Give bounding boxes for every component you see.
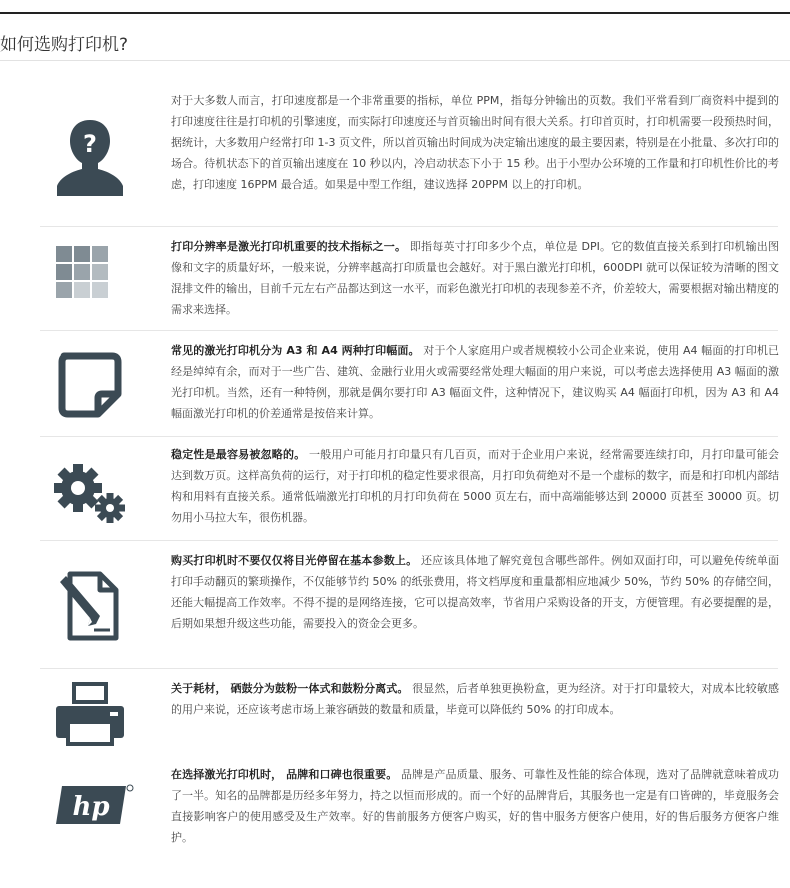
page-title: 如何选购打印机? bbox=[0, 35, 129, 55]
section-divider bbox=[40, 330, 778, 331]
section-heading: 关于耗材， 硒鼓分为鼓粉一体式和鼓粉分离式。 bbox=[171, 682, 409, 695]
section-paper-size bbox=[40, 330, 778, 436]
gears-icon bbox=[48, 450, 132, 534]
top-rule bbox=[0, 12, 790, 14]
section-heading: 在选择激光打印机时， 品牌和口碑也很重要。 bbox=[171, 768, 398, 781]
section-text bbox=[171, 236, 779, 320]
section-heading: 打印分辨率是激光打印机重要的技术指标之一。 bbox=[171, 240, 407, 253]
printer-icon bbox=[48, 672, 132, 756]
section-divider bbox=[40, 226, 778, 227]
title-divider bbox=[0, 60, 790, 61]
paper-size-icon bbox=[48, 342, 132, 426]
section-features bbox=[40, 540, 778, 668]
section-consumables bbox=[40, 668, 778, 754]
section-divider bbox=[40, 436, 778, 437]
section-body: 一般用户可能月打印量只有几百页，而对于企业用户来说，经常需要连续打印，月打印量可能会达到数万页。这样高负荷的运行，对于打印机的稳定性要求很高，月打印负荷绝对不是一个虚标的数字，而是和打印机内部结构和用料有直接关系。通常低端激光打印机的月打印负荷在 5000 页左右，而中高端能够达到 20000 页甚至 30000 页。切勿用小马拉大车，很伤机器。 bbox=[171, 448, 780, 524]
section-heading: 稳定性是最容易被忽略的。 bbox=[171, 448, 306, 461]
section-stability bbox=[40, 436, 778, 540]
section-text bbox=[171, 444, 779, 528]
section-resolution bbox=[40, 226, 778, 330]
svg-text:?: ? bbox=[83, 130, 97, 158]
section-divider bbox=[40, 540, 778, 541]
document-pen-icon bbox=[48, 564, 132, 648]
section-heading: 常见的激光打印机分为 A3 和 A4 两种打印幅面。 bbox=[171, 344, 420, 357]
section-text bbox=[171, 340, 779, 424]
section-body: 品牌是产品质量、服务、可靠性及性能的综合体现，选对了品牌就意味着成功了一半。知名的品牌都是历经多年努力，持之以恒而形成的。而一个好的品牌背后，其服务也一定是有口皆碑的，毕竟服务会直接影响客户的使用感受及生产效率。好的售前服务方便客户购买，好的售中服务方便客户使用，好的售后服务方便客户维护。 bbox=[171, 768, 780, 844]
hp-logo-text: hp bbox=[72, 792, 110, 822]
section-text bbox=[171, 678, 779, 720]
section-divider bbox=[40, 668, 778, 669]
section-text bbox=[171, 90, 779, 195]
section-body: 对于大多数人而言，打印速度都是一个非常重要的指标，单位 PPM，指每分钟输出的页数。我们平常看到厂商资料中提到的打印速度往往是打印机的引擎速度，而实际打印速度还与首页输出时间有很大关系。打印首页时，打印机需要一段预热时间，据统计，大多数用户经常打印 1-3 页文件，所以首页输出时间成为决定输出速度的最主要因素，特别是在小批量、多次打印的场合。待机状态下的首页输出速度在 10 秒以内，冷启动状态下小于 15 秒。出于小型办公环境的工作量和打印机性价比的考虑，打印速度 16PPM 最合适。如果是中型工作组，建议选择 20PPM 以上的打印机。 bbox=[171, 94, 779, 191]
section-heading: 购买打印机时不要仅仅将目光停留在基本参数上。 bbox=[171, 554, 418, 567]
section-body: 对于个人家庭用户或者规模较小公司企业来说，使用 A4 幅面的打印机已经是绰绰有余，而对于一些广告、建筑、金融行业用火或需要经常处理大幅面的用户来说，可以考虑去选择使用 A3 幅面的激光打印机。当然，还有一种特例，那就是偶尔要打印 A3 幅面文件，这种情况下，建议购买 A4 幅面打印机，因为 A3 和 A4 幅面激光打印机的价差通常是按倍来计算。 bbox=[171, 344, 779, 420]
section-body: 即指每英寸打印多少个点，单位是 DPI。它的数值直接关系到打印机输出图像和文字的质量好坏，一般来说，分辨率越高打印质量也会越好。对于黑白激光打印机，600DPI 就可以保证较为清晰的图文混排文件的输出，目前千元左右产品都达到这一水平，而彩色激光打印机的表现参差不齐，价差较大，需要根据对输出精度的需求来选择。 bbox=[171, 240, 780, 316]
section-body: 还应该具体地了解究竟包含哪些部件。例如双面打印，可以避免传统单面打印手动翻页的繁琐操作，不仅能够节约 50% 的纸张费用，将文档厚度和重量都相应地减少 50%，节约 50% 的存储空间，还能大幅提高工作效率。不得不提的是网络连接，它可以提高效率，节省用户采购设备的开支，方便管理。有必要提醒的是，后期如果想升级这些功能，需要投入的资金会更多。 bbox=[171, 554, 779, 630]
section-text bbox=[171, 550, 779, 634]
section-text bbox=[171, 764, 779, 848]
hp-logo-icon bbox=[54, 774, 134, 834]
section-body: 很显然，后者单独更换粉盒，更为经济。对于打印量较大，对成本比较敏感的用户来说，还应该考虑市场上兼容硒鼓的数量和质量，毕竟可以降低约 50% 的打印成本。 bbox=[171, 682, 779, 716]
section-brand bbox=[40, 754, 778, 854]
section-print-speed bbox=[40, 84, 778, 226]
grid-resolution-icon bbox=[54, 242, 124, 312]
person-question-icon bbox=[48, 114, 132, 198]
